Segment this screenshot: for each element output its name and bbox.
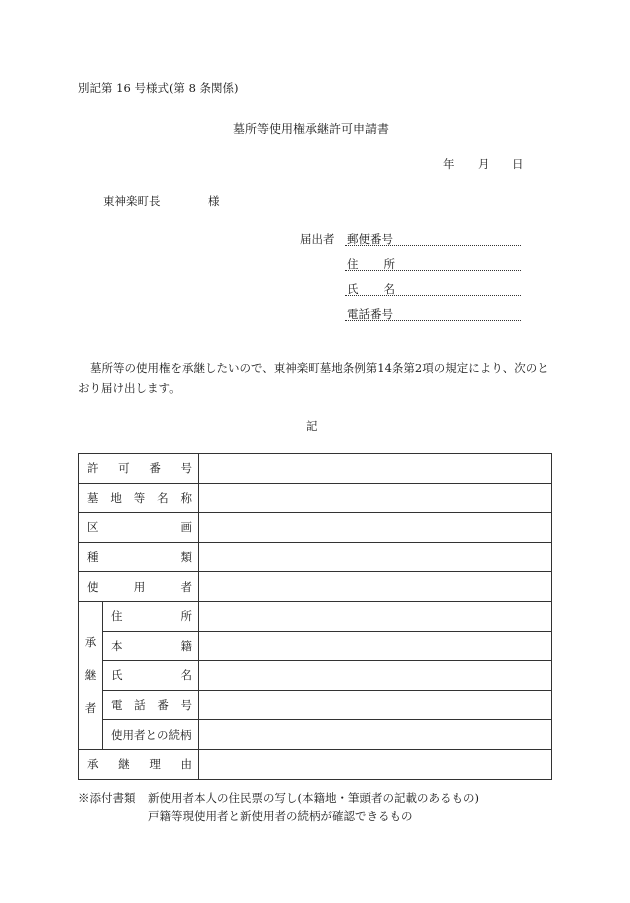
row-type <box>79 542 552 572</box>
succession-reason-value[interactable] <box>199 749 552 779</box>
successor-address-value[interactable] <box>199 601 552 631</box>
row-successor-domicile <box>79 631 552 661</box>
label-char: 許 <box>87 461 99 476</box>
addressee-name: 東神楽町長 <box>103 194 161 208</box>
label-char: 承 <box>87 757 99 772</box>
applicant-label: 届出者 <box>300 232 335 246</box>
label-char: 電話番号 <box>347 307 393 321</box>
label-char: 由 <box>180 757 192 772</box>
cemetery-name-value[interactable] <box>199 483 552 513</box>
label-char: 可 <box>118 461 130 476</box>
row-succession-reason <box>79 749 552 779</box>
label-char: 者 <box>180 579 192 594</box>
label-char: 号 <box>180 461 192 476</box>
label-char: 番 <box>157 698 169 713</box>
applicant-address-field[interactable] <box>345 270 521 271</box>
label-char: 称 <box>180 490 192 505</box>
successor-address-label <box>103 601 199 631</box>
row-cemetery-name <box>79 483 552 513</box>
user-label <box>79 572 199 602</box>
label-char: 番 <box>149 461 161 476</box>
successor-group-label <box>79 601 103 749</box>
label-char: 区 <box>87 520 99 535</box>
label-char: 電 <box>111 698 123 713</box>
row-successor-relationship <box>79 720 552 750</box>
label-char: 名 <box>180 668 192 683</box>
label-char: 所 <box>383 257 395 271</box>
row-successor-name <box>79 661 552 691</box>
label-char: 氏 <box>347 282 359 296</box>
successor-relationship-label <box>103 720 199 750</box>
type-value[interactable] <box>199 542 552 572</box>
label-char: 名 <box>157 490 169 505</box>
label-char: 名 <box>383 282 395 296</box>
label-char: 話 <box>134 698 146 713</box>
addressee-honorific: 様 <box>208 194 220 208</box>
label-char: 種 <box>87 550 99 565</box>
label-char: 承 <box>84 634 97 649</box>
successor-relationship-value[interactable] <box>199 720 552 750</box>
successor-phone-value[interactable] <box>199 690 552 720</box>
user-value[interactable] <box>199 572 552 602</box>
successor-name-label <box>103 661 199 691</box>
label-char: 住 <box>347 257 359 271</box>
date-day-label: 日 <box>512 157 524 171</box>
label-char: 類 <box>180 550 192 565</box>
application-table <box>78 453 552 780</box>
label-char: 所 <box>180 609 192 624</box>
document-title: 墓所等使用権承継許可申請書 <box>233 122 390 136</box>
plot-label <box>79 513 199 543</box>
body-text-line2: おり届け出します。 <box>78 381 181 395</box>
attachment-item-2: 戸籍等現使用者と新使用者の続柄が確認できるもの <box>148 809 413 823</box>
successor-domicile-value[interactable] <box>199 631 552 661</box>
plot-value[interactable] <box>199 513 552 543</box>
successor-phone-label <box>103 690 199 720</box>
body-text-line1: 墓所等の使用権を承継したいので、東神楽町墓地条例第14条第2項の規定により、次のと <box>90 361 549 375</box>
label-char: 墓 <box>87 490 99 505</box>
successor-name-value[interactable] <box>199 661 552 691</box>
label-char: 籍 <box>180 638 192 653</box>
type-label <box>79 542 199 572</box>
label-char: 使 <box>87 579 99 594</box>
row-plot <box>79 513 552 543</box>
row-permit-number <box>79 454 552 484</box>
label-char: 理 <box>149 757 161 772</box>
form-number: 別記第 16 号様式(第 8 条関係) <box>78 81 239 95</box>
applicant-name-field[interactable] <box>345 295 521 296</box>
label-char: 号 <box>180 698 192 713</box>
label-char: 等 <box>133 490 146 505</box>
label-char: 住 <box>111 609 123 624</box>
applicant-phone-field[interactable] <box>345 320 521 321</box>
ki-heading: 記 <box>306 419 318 433</box>
successor-domicile-label <box>103 631 199 661</box>
label-char: 地 <box>110 490 122 505</box>
cemetery-name-label <box>79 483 199 513</box>
label-char: 用 <box>133 579 146 594</box>
row-successor-address <box>79 601 552 631</box>
label-char: 継 <box>84 667 97 682</box>
date-month-label: 月 <box>478 157 490 171</box>
label-char: 郵便番号 <box>347 232 393 246</box>
label-char: 画 <box>180 520 192 535</box>
applicant-postal-code-field[interactable] <box>345 245 521 246</box>
label-char: 本 <box>111 638 123 653</box>
row-user <box>79 572 552 602</box>
permit-number-value[interactable] <box>199 454 552 484</box>
label-char: 継 <box>118 757 130 772</box>
permit-number-label <box>79 454 199 484</box>
attachments-label: ※添付書類 <box>78 791 136 805</box>
label-char: 使用者との続柄 <box>111 727 192 742</box>
row-successor-phone <box>79 690 552 720</box>
succession-reason-label <box>79 749 199 779</box>
label-char: 氏 <box>111 668 123 683</box>
date-year-label: 年 <box>443 157 455 171</box>
attachment-item-1: 新使用者本人の住民票の写し(本籍地・筆頭者の記載のあるもの) <box>148 791 479 805</box>
label-char: 者 <box>84 700 97 715</box>
